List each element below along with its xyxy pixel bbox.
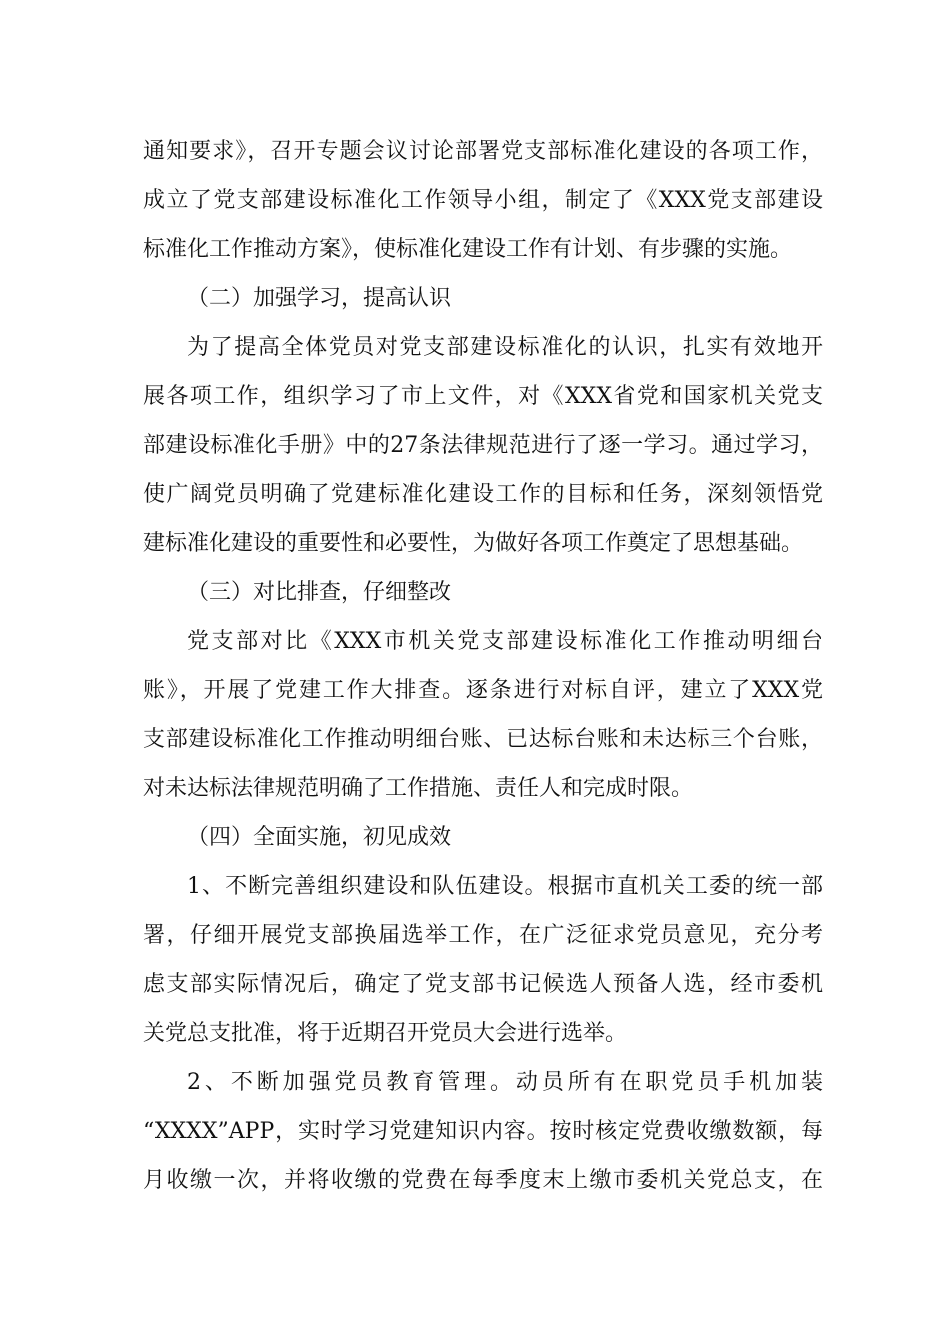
text-line: 支部建设标准化工作推动明细台账、已达标台账和未达标三个台账， [143, 727, 823, 752]
text-line: 虑支部实际情况后，确定了党支部书记候选人预备人选，经市委机 [143, 972, 823, 997]
section-heading: （三）对比排查，仔细整改 [187, 580, 452, 605]
text-line: 关党总支批准，将于近期召开党员大会进行选举。 [143, 1021, 628, 1046]
document-body [143, 127, 823, 1205]
text-line: 2、不断加强党员教育管理。动员所有在职党员手机加装 [187, 1070, 823, 1095]
text-line: 展各项工作，组织学习了市上文件，对《XXX省党和国家机关党支 [143, 384, 823, 409]
text-line: 月收缴一次，并将收缴的党费在每季度末上缴市委机关党总支，在 [143, 1168, 823, 1193]
text-line: 1、不断完善组织建设和队伍建设。根据市直机关工委的统一部 [187, 874, 823, 899]
text-line: 成立了党支部建设标准化工作领导小组，制定了《XXX党支部建设 [143, 188, 823, 213]
text-line: 党支部对比《XXX市机关党支部建设标准化工作推动明细台 [187, 629, 823, 654]
text-line: 使广阔党员明确了党建标准化建设工作的目标和任务，深刻领悟党 [143, 482, 823, 507]
text-line: 建标准化建设的重要性和必要性，为做好各项工作奠定了思想基础。 [143, 531, 804, 556]
section-heading: （四）全面实施，初见成效 [187, 825, 452, 850]
text-line: “XXXX”APP，实时学习党建知识内容。按时核定党费收缴数额，每 [143, 1119, 823, 1144]
text-line: 标准化工作推动方案》，使标准化建设工作有计划、有步骤的实施。 [143, 237, 793, 262]
text-line: 署，仔细开展党支部换届选举工作，在广泛征求党员意见，充分考 [143, 923, 823, 948]
text-line: 部建设标准化手册》中的27条法律规范进行了逐一学习。通过学习， [143, 433, 823, 458]
text-line: 通知要求》，召开专题会议讨论部署党支部标准化建设的各项工作， [143, 139, 823, 164]
text-line: 账》，开展了党建工作大排查。逐条进行对标自评，建立了XXX党 [143, 678, 823, 703]
section-heading: （二）加强学习，提高认识 [187, 286, 452, 311]
text-line: 对未达标法律规范明确了工作措施、责任人和完成时限。 [143, 776, 694, 801]
text-line: 为了提高全体党员对党支部建设标准化的认识，扎实有效地开 [187, 335, 823, 360]
